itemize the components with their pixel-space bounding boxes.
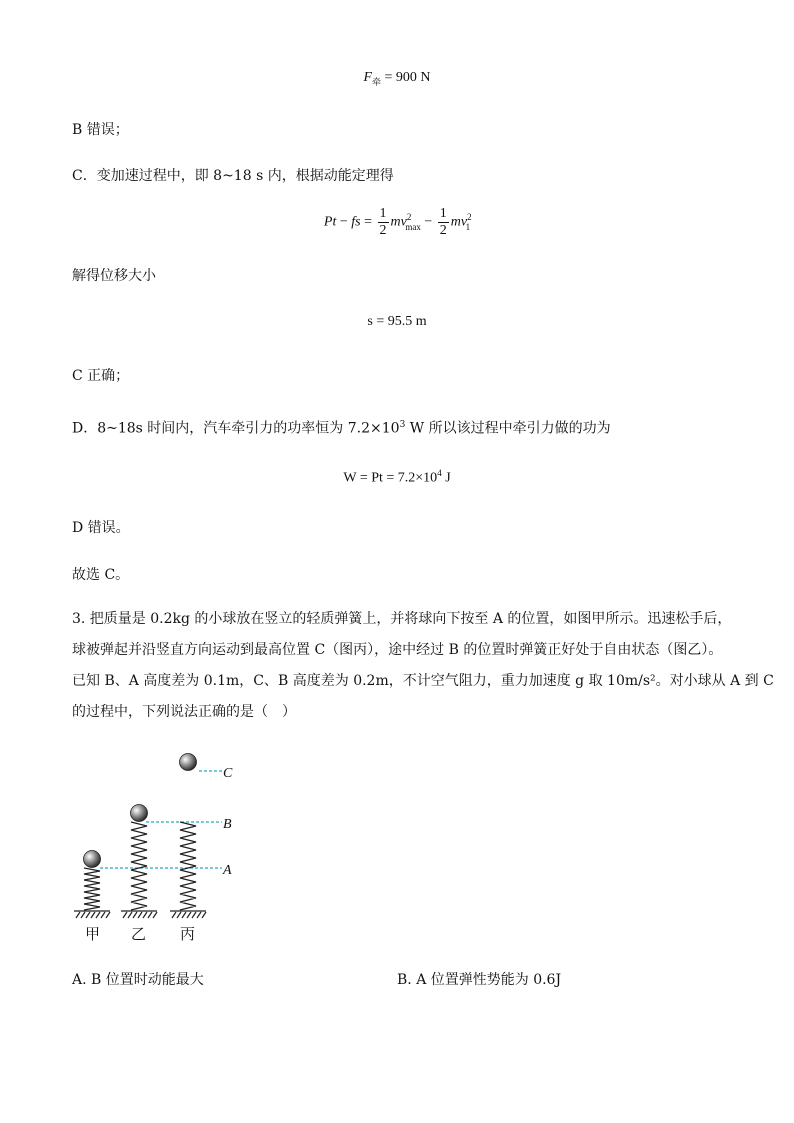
b-wrong-text: B 错误； [72, 122, 129, 138]
work-text: W = Pt = 7.2×10 [343, 470, 438, 486]
spring-bing [180, 822, 196, 910]
d-text-b: W 所以该过程中牵引力做的功为 [405, 420, 611, 437]
ground-bing [170, 911, 206, 918]
ball-yi [131, 805, 148, 822]
spring-jia [84, 868, 100, 910]
equation-force: $F_牵 = 900$ N [363, 70, 431, 87]
option-a: A. B 位置时动能最大 [72, 972, 204, 988]
ground-yi [121, 911, 157, 918]
question-line-2: 球被弹起并沿竖直方向运动到最高位置 C（图丙），途中经过 B 的位置时弹簧正好处于自由状态（图乙）。 [72, 642, 723, 658]
label-b: B [223, 817, 232, 832]
d-exponent: 3 [399, 420, 406, 430]
equation-displacement: s = 95.5 m [367, 314, 427, 329]
c-intro-text: C．变加速过程中，即 8~18 s 内，根据动能定理得 [72, 168, 394, 184]
question-line-1: 3. 把质量是 0.2kg 的小球放在竖立的轻质弹簧上，并将球向下按至 A 的位置，如图甲所示。迅速松手后， [72, 611, 732, 627]
ball-c [180, 754, 197, 771]
label-yi: 乙 [131, 925, 147, 943]
d-wrong-text: D 错误。 [72, 520, 130, 536]
equation-kinetic-energy: Pt − fs = $\frac{1}{2}$ $mv^2_{max}$ − $\frac{1}{2}$ $mv^2_1$ [323, 206, 472, 238]
d-text-a: D．8~18s 时间内，汽车牵引力的功率恒为 7.2×10 [72, 420, 400, 437]
option-b: B. A 位置弹性势能为 0.6J [397, 972, 562, 988]
answer-text: 故选 C。 [72, 567, 130, 583]
c-correct-text: C 正确； [72, 368, 130, 384]
solve-displacement-text: 解得位移大小 [72, 268, 156, 284]
force-value: 900 N [395, 70, 431, 85]
label-jia: 甲 [85, 925, 101, 943]
ground-jia [74, 911, 110, 918]
label-c: C [223, 766, 233, 781]
ball-jia [84, 851, 101, 868]
label-bing: 丙 [180, 925, 196, 943]
question-line-4: 的过程中，下列说法正确的是（ ） [72, 704, 296, 720]
spring-yi [131, 822, 147, 910]
label-a: A [223, 863, 232, 878]
work-unit: J [441, 470, 451, 486]
work-exponent: 4 [437, 468, 442, 478]
question-line-3: 已知 B、A 高度差为 0.1m，C、B 高度差为 0.2m，不计空气阻力，重力加速度 g 取 10m/s²。对小球从 A 到 C [72, 673, 774, 689]
